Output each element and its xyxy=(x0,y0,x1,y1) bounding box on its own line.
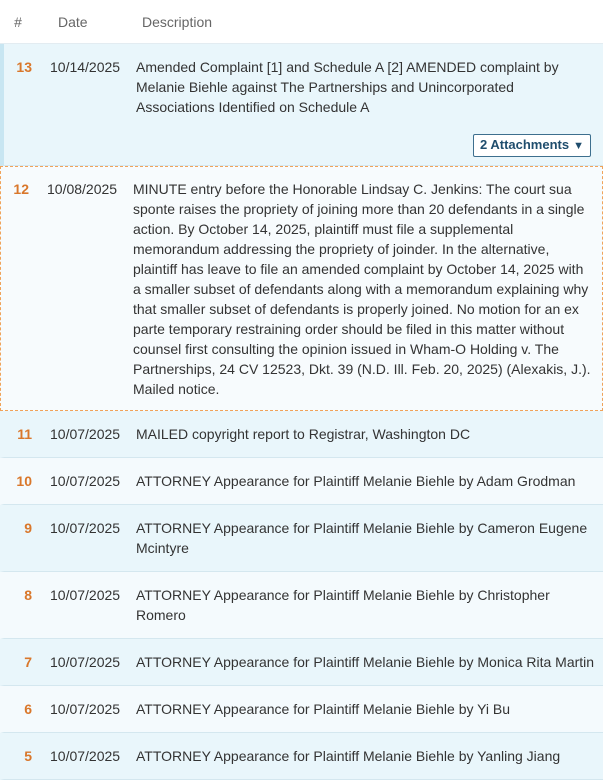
entry-number: 13 xyxy=(16,59,32,75)
header-description: Description xyxy=(142,13,213,30)
entry-description: Amended Complaint [1] and Schedule A [2] AMENDED complaint by Melanie Biehle against The Partnerships and Unincorporated Associations Identified on Schedule A xyxy=(136,59,559,115)
entry-description: MAILED copyright report to Registrar, Washington DC xyxy=(136,426,471,442)
attachments-button[interactable] xyxy=(473,134,591,157)
entry-description: ATTORNEY Appearance for Plaintiff Melanie Biehle by Yi Bu xyxy=(136,701,511,717)
docket-entry-8[interactable] xyxy=(0,572,603,639)
docket-entry-11[interactable] xyxy=(0,411,603,458)
entry-description: MINUTE entry before the Honorable Lindsay C. Jenkins: The court sua sponte raises the propriety of joining more than 20 defendants in a single action. By October 14, 2025, plaintiff must file a supplemental memorandum addressing the propriety of joinder. In the alternative, plaintiff has leave to file an amended complaint by October 14, 2025 with a smaller subset of defendants along with a memorandum explaining why that smaller subset of defendants is properly joined. No motion for an ex parte temporary restraining order should be filed in this matter without counsel first consulting the opinion issued in Wham-O Holding v. The Partnerships, 24 CV 12523, Dkt. 39 (N.D. Ill. Feb. 20, 2025) (Alexakis, J.). Mailed notice. xyxy=(133,181,591,397)
table-header xyxy=(0,0,603,44)
docket-entry-13[interactable] xyxy=(0,44,603,166)
entry-number: 6 xyxy=(24,701,32,717)
entry-number: 11 xyxy=(17,426,32,442)
entry-date: 10/07/2025 xyxy=(50,587,121,603)
entry-date: 10/07/2025 xyxy=(50,426,121,442)
entry-description: ATTORNEY Appearance for Plaintiff Melanie Biehle by Monica Rita Martin xyxy=(136,654,595,670)
entry-number: 7 xyxy=(24,654,32,670)
entry-number: 8 xyxy=(24,587,32,603)
header-number: # xyxy=(14,13,22,30)
entry-date: 10/07/2025 xyxy=(50,748,121,764)
docket-entry-10[interactable] xyxy=(0,458,603,505)
entry-description: ATTORNEY Appearance for Plaintiff Melanie Biehle by Cameron Eugene Mcintyre xyxy=(136,520,588,556)
entry-date: 10/07/2025 xyxy=(50,654,121,670)
entry-number: 12 xyxy=(13,181,29,197)
docket-entry-6[interactable] xyxy=(0,686,603,733)
entry-description: ATTORNEY Appearance for Plaintiff Melanie Biehle by Yanling Jiang xyxy=(136,748,561,764)
entry-date: 10/08/2025 xyxy=(47,181,118,197)
entry-number: 10 xyxy=(16,473,32,489)
entry-description: ATTORNEY Appearance for Plaintiff Melanie Biehle by Adam Grodman xyxy=(136,473,576,489)
header-date: Date xyxy=(58,13,88,30)
docket-entry-9[interactable] xyxy=(0,505,603,572)
entry-date: 10/07/2025 xyxy=(50,473,121,489)
docket-entry-12[interactable] xyxy=(0,166,603,411)
entry-number: 5 xyxy=(24,748,32,764)
entry-date: 10/07/2025 xyxy=(50,520,121,536)
entry-description: ATTORNEY Appearance for Plaintiff Melanie Biehle by Christopher Romero xyxy=(136,587,550,623)
docket-entry-7[interactable] xyxy=(0,639,603,686)
entry-date: 10/07/2025 xyxy=(50,701,121,717)
entry-number: 9 xyxy=(24,520,32,536)
docket-entry-5[interactable] xyxy=(0,733,603,780)
attachments-label: 2 Attachments xyxy=(480,137,570,152)
caret-down-icon: ▼ xyxy=(573,140,584,152)
entry-date: 10/14/2025 xyxy=(50,59,121,75)
